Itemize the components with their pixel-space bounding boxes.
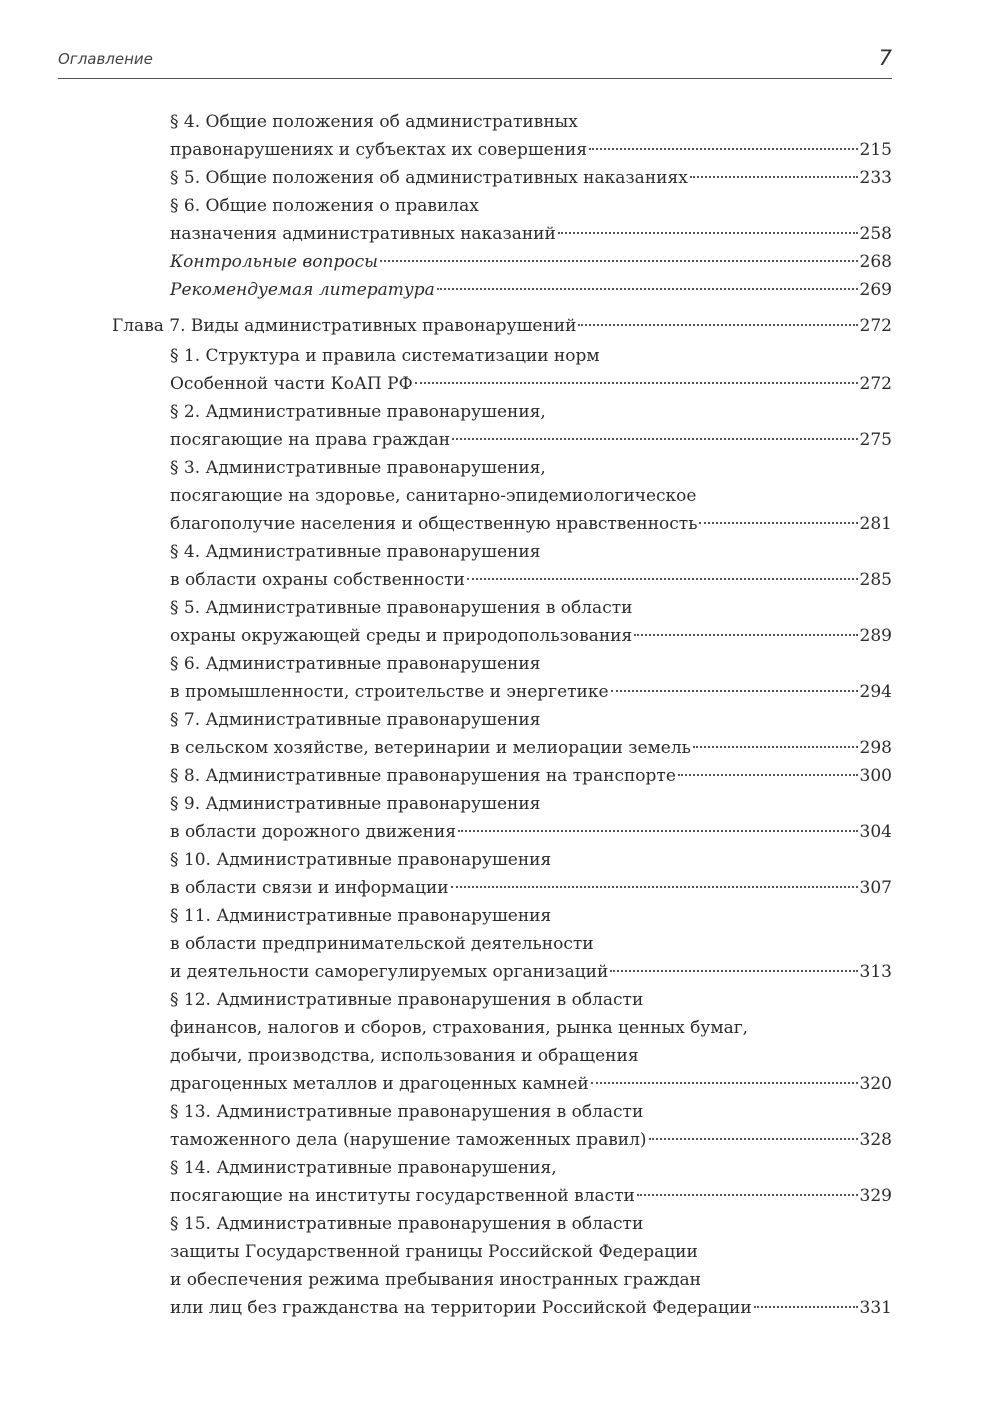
entry-title: § 8. Административные правонарушения на транспорте	[170, 766, 676, 786]
dot-leader	[754, 1289, 858, 1308]
entry-page: 268	[859, 252, 892, 272]
toc-entry	[170, 762, 892, 790]
entry-title: и деятельности саморегулируемых организаций	[170, 962, 609, 982]
dot-leader	[578, 307, 857, 326]
toc-entry	[170, 538, 892, 594]
entry-page: 331	[859, 1298, 892, 1318]
entry-page: 329	[859, 1186, 892, 1206]
dot-leader	[637, 1177, 858, 1196]
entry-title: драгоценных металлов и драгоценных камней	[170, 1074, 589, 1094]
entry-title: в области дорожного движения	[170, 822, 457, 842]
entry-page: 215	[859, 140, 892, 160]
entry-page: 307	[859, 878, 892, 898]
entry-line: посягающие на здоровье, санитарно-эпидемиологическое	[170, 486, 697, 506]
table-of-contents	[112, 108, 892, 1322]
entry-line: § 12. Административные правонарушения в области	[170, 990, 644, 1010]
toc-entry	[170, 986, 892, 1098]
entry-line: защиты Государственной границы Российской Федерации	[170, 1242, 698, 1262]
entry-page: 304	[859, 822, 892, 842]
entry-page: 294	[859, 682, 892, 702]
entry-line: § 13. Административные правонарушения в области	[170, 1102, 644, 1122]
entry-page: 289	[859, 626, 892, 646]
entry-line: § 4. Общие положения об административных	[170, 112, 578, 132]
toc-entry	[170, 192, 892, 248]
toc-entry	[170, 846, 892, 902]
entry-line: § 9. Административные правонарушения	[170, 794, 541, 814]
entry-line: § 5. Административные правонарушения в области	[170, 598, 633, 618]
entry-page: 275	[859, 430, 892, 450]
entry-title: назначения административных наказаний	[170, 224, 556, 244]
entry-line: § 2. Административные правонарушения,	[170, 402, 546, 422]
toc-entry	[170, 398, 892, 454]
running-header-title: Оглавление	[58, 50, 153, 68]
dot-leader	[558, 215, 858, 234]
dot-leader	[591, 1065, 858, 1084]
running-header	[58, 46, 892, 79]
entry-line: § 6. Общие положения о правилах	[170, 196, 479, 216]
dot-leader	[678, 757, 858, 776]
entry-title: благополучие населения и общественную нравственность	[170, 514, 698, 534]
toc-entry	[170, 108, 892, 164]
dot-leader	[693, 729, 858, 748]
dot-leader	[451, 869, 858, 888]
toc-entry	[170, 650, 892, 706]
dot-leader	[437, 271, 858, 290]
dot-leader	[699, 505, 857, 524]
entry-page: 281	[859, 514, 892, 534]
entry-title: охраны окружающей среды и природопользования	[170, 626, 633, 646]
entry-line: финансов, налогов и сборов, страхования, рынка ценных бумаг,	[170, 1018, 749, 1038]
toc-entry	[170, 164, 892, 192]
entry-title: или лиц без гражданства на территории Российской Федерации	[170, 1298, 752, 1318]
entry-line: и обеспечения режима пребывания иностранных граждан	[170, 1270, 701, 1290]
entry-line: § 11. Административные правонарушения	[170, 906, 552, 926]
entry-page: 328	[859, 1130, 892, 1150]
entry-title: в области связи и информации	[170, 878, 449, 898]
entry-title: Контрольные вопросы	[170, 252, 378, 272]
dot-leader	[611, 673, 858, 692]
entry-line: § 3. Административные правонарушения,	[170, 458, 546, 478]
entry-page: 300	[859, 766, 892, 786]
dot-leader	[415, 365, 858, 384]
entry-title: посягающие на права граждан	[170, 430, 451, 450]
toc-chapter-entry	[112, 312, 892, 340]
toc-entry	[170, 454, 892, 538]
dot-leader	[649, 1121, 858, 1140]
toc-entry	[170, 902, 892, 986]
dot-leader	[467, 561, 858, 580]
entry-line: § 4. Административные правонарушения	[170, 542, 541, 562]
entry-line: в области предпринимательской деятельности	[170, 934, 594, 954]
dot-leader	[690, 159, 858, 178]
entry-title: в области охраны собственности	[170, 570, 465, 590]
entry-title: в сельском хозяйстве, ветеринарии и мелиорации земель	[170, 738, 691, 758]
page-number: 7	[878, 46, 892, 70]
entry-title: посягающие на институты государственной власти	[170, 1186, 635, 1206]
toc-entry-recommended-literature	[170, 276, 892, 304]
entry-page: 272	[859, 374, 892, 394]
toc-entry	[170, 594, 892, 650]
entry-line: § 6. Административные правонарушения	[170, 654, 541, 674]
dot-leader	[452, 421, 857, 440]
toc-entry	[170, 706, 892, 762]
dot-leader	[610, 953, 857, 972]
entry-page: 285	[859, 570, 892, 590]
entry-page: 272	[859, 316, 892, 336]
entry-title: § 5. Общие положения об административных наказаниях	[170, 168, 688, 188]
dot-leader	[634, 617, 857, 636]
entry-line: § 1. Структура и правила систематизации норм	[170, 346, 600, 366]
entry-line: § 10. Административные правонарушения	[170, 850, 552, 870]
entry-page: 233	[859, 168, 892, 188]
entry-page: 320	[859, 1074, 892, 1094]
entry-page: 258	[859, 224, 892, 244]
entry-line: § 14. Административные правонарушения,	[170, 1158, 557, 1178]
entry-title: правонарушениях и субъектах их совершения	[170, 140, 588, 160]
chapter-title: Глава 7. Виды административных правонарушений	[112, 316, 577, 336]
entry-title: в промышленности, строительстве и энергетике	[170, 682, 609, 702]
entry-title: Особенной части КоАП РФ	[170, 374, 413, 394]
entry-title: Рекомендуемая литература	[170, 280, 435, 300]
dot-leader	[589, 131, 857, 150]
entry-line: добычи, производства, использования и обращения	[170, 1046, 639, 1066]
entry-line: § 7. Административные правонарушения	[170, 710, 541, 730]
entry-title: таможенного дела (нарушение таможенных правил)	[170, 1130, 647, 1150]
toc-entry	[170, 1098, 892, 1154]
entry-page: 313	[859, 962, 892, 982]
toc-entry	[170, 1210, 892, 1322]
entry-page: 269	[859, 280, 892, 300]
toc-entry	[170, 790, 892, 846]
toc-entry	[170, 1154, 892, 1210]
toc-entry	[170, 342, 892, 398]
dot-leader	[380, 243, 858, 262]
entry-page: 298	[859, 738, 892, 758]
dot-leader	[458, 813, 857, 832]
entry-line: § 15. Административные правонарушения в области	[170, 1214, 644, 1234]
